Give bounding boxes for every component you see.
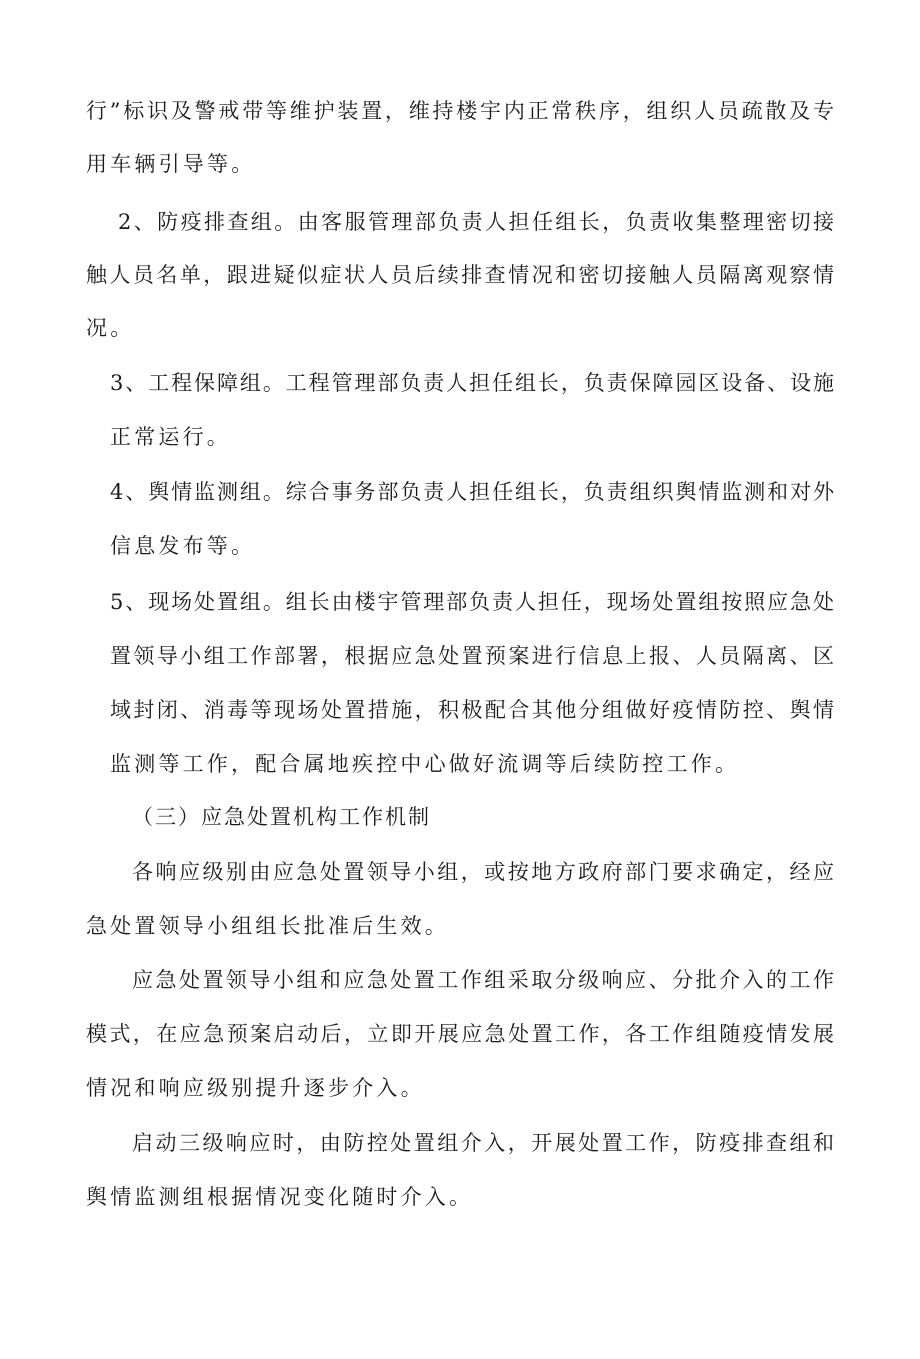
paragraph-line: 模式，在应急预案启动后，立即开展应急处置工作，各工作组随疫情发展 [86,1022,834,1046]
paragraph-line: 情况和响应级别提升逐步介入。 [86,1076,425,1100]
paragraph-line: 2、防疫排查组。由客服管理部负责人担任组长，负责收集整理密切接 [118,210,834,234]
paragraph-line: 3、工程保障组。工程管理部负责人担任组长，负责保障园区设备、设施 [110,371,834,395]
paragraph-line: 信息发布等。 [110,534,256,558]
paragraph-line: 启动三级响应时，由防控处置组介入，开展处置工作，防疫排查组和 [132,1131,834,1155]
paragraph-line: 应急处置领导小组和应急处置工作组采取分级响应、分批介入的工作 [132,968,834,992]
paragraph-line: 用车辆引导等。 [86,152,256,176]
section-heading: （三）应急处置机构工作机制 [132,805,431,829]
paragraph-line: 正常运行。 [110,425,231,449]
paragraph-line: 急处置领导小组组长批准后生效。 [86,914,449,938]
paragraph-line: 置领导小组工作部署，根据应急处置预案进行信息上报、人员隔离、区 [110,644,834,668]
paragraph-line: 舆情监测组根据情况变化随时介入。 [86,1185,474,1209]
paragraph-line: 各响应级别由应急处置领导小组，或按地方政府部门要求确定，经应 [132,860,834,884]
paragraph-line: 4、舆情监测组。综合事务部负责人担任组长，负责组织舆情监测和对外 [110,480,834,504]
paragraph-line: 域封闭、消毒等现场处置措施，积极配合其他分组做好疫情防控、舆情 [110,698,834,722]
paragraph-line: 触人员名单，跟进疑似症状人员后续排查情况和密切接触人员隔离观察情 [86,263,834,287]
paragraph-line: 监测等工作，配合属地疾控中心做好流调等后续防控工作。 [110,752,740,776]
paragraph-line: 况。 [86,316,135,340]
paragraph-line: 行”标识及警戒带等维护装置，维持楼宇内正常秩序，组织人员疏散及专 [86,99,834,123]
paragraph-line: 5、现场处置组。组长由楼宇管理部负责人担任，现场处置组按照应急处 [110,590,834,614]
